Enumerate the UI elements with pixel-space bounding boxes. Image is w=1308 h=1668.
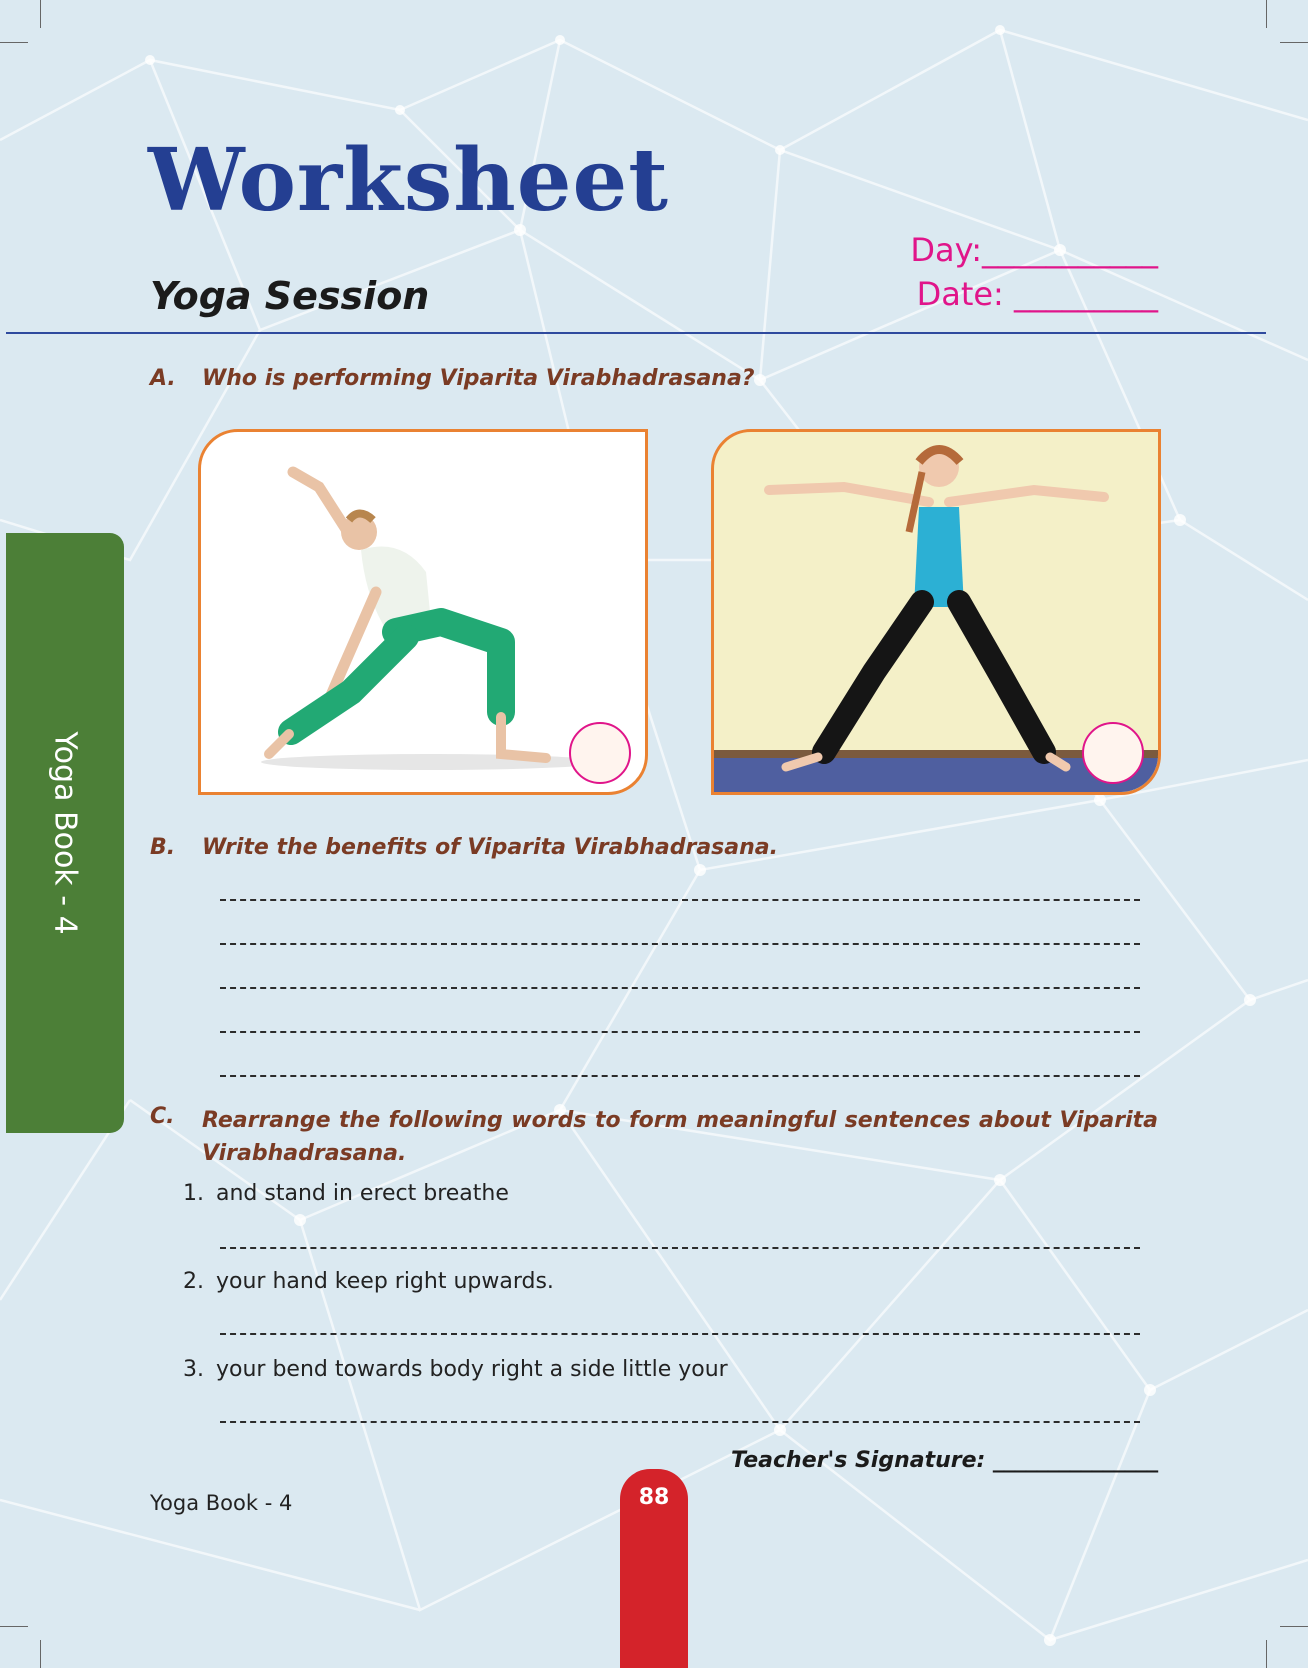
teacher-signature[interactable]: Teacher's Signature: _______________ xyxy=(731,1448,1158,1473)
session-title: Yoga Session xyxy=(150,274,430,318)
answer-line-c2[interactable] xyxy=(220,1333,1140,1335)
page-number: 88 xyxy=(638,1485,670,1510)
date-field[interactable]: Date: _________ xyxy=(916,275,1158,313)
rearrange-item-3 xyxy=(160,1357,728,1382)
day-date-block xyxy=(910,228,1158,316)
answer-circle-1[interactable] xyxy=(569,722,631,784)
footer-book-title: Yoga Book - 4 xyxy=(150,1491,293,1515)
question-a xyxy=(150,366,755,391)
item-number: 2. xyxy=(183,1269,204,1294)
header-divider xyxy=(6,332,1266,334)
item-text: your bend towards body right a side little your xyxy=(216,1357,728,1382)
item-text: and stand in erect breathe xyxy=(216,1181,509,1206)
answer-line-b3[interactable] xyxy=(220,987,1140,989)
answer-line-c1[interactable] xyxy=(220,1247,1140,1249)
answer-line-b1[interactable] xyxy=(220,899,1140,901)
question-a-label: A. xyxy=(150,366,176,391)
rearrange-item-1 xyxy=(160,1181,509,1206)
item-text: your hand keep right upwards. xyxy=(216,1269,554,1294)
question-c xyxy=(150,1104,1158,1170)
answer-line-b2[interactable] xyxy=(220,943,1140,945)
day-field[interactable]: Day:___________ xyxy=(910,231,1158,269)
question-a-text: Who is performing Viparita Virabhadrasana? xyxy=(202,366,755,391)
question-c-label: C. xyxy=(150,1104,175,1129)
question-b-label: B. xyxy=(150,835,176,860)
question-c-text: Rearrange the following words to form meaningful sentences about Viparita Virabhadrasana. xyxy=(202,1108,1158,1166)
page-title: Worksheet xyxy=(148,130,669,231)
answer-line-b4[interactable] xyxy=(220,1031,1140,1033)
answer-line-b5[interactable] xyxy=(220,1075,1140,1077)
rearrange-item-2 xyxy=(160,1269,554,1294)
photo-star-pose xyxy=(711,429,1161,795)
side-tab-label: Yoga Book - 4 xyxy=(47,731,83,935)
answer-circle-2[interactable] xyxy=(1082,722,1144,784)
photo-virabhadrasana xyxy=(198,429,648,795)
item-number: 3. xyxy=(183,1357,204,1382)
question-b-text: Write the benefits of Viparita Virabhadrasana. xyxy=(202,835,778,860)
answer-line-c3[interactable] xyxy=(220,1421,1140,1423)
question-b xyxy=(150,835,778,860)
item-number: 1. xyxy=(183,1181,204,1206)
